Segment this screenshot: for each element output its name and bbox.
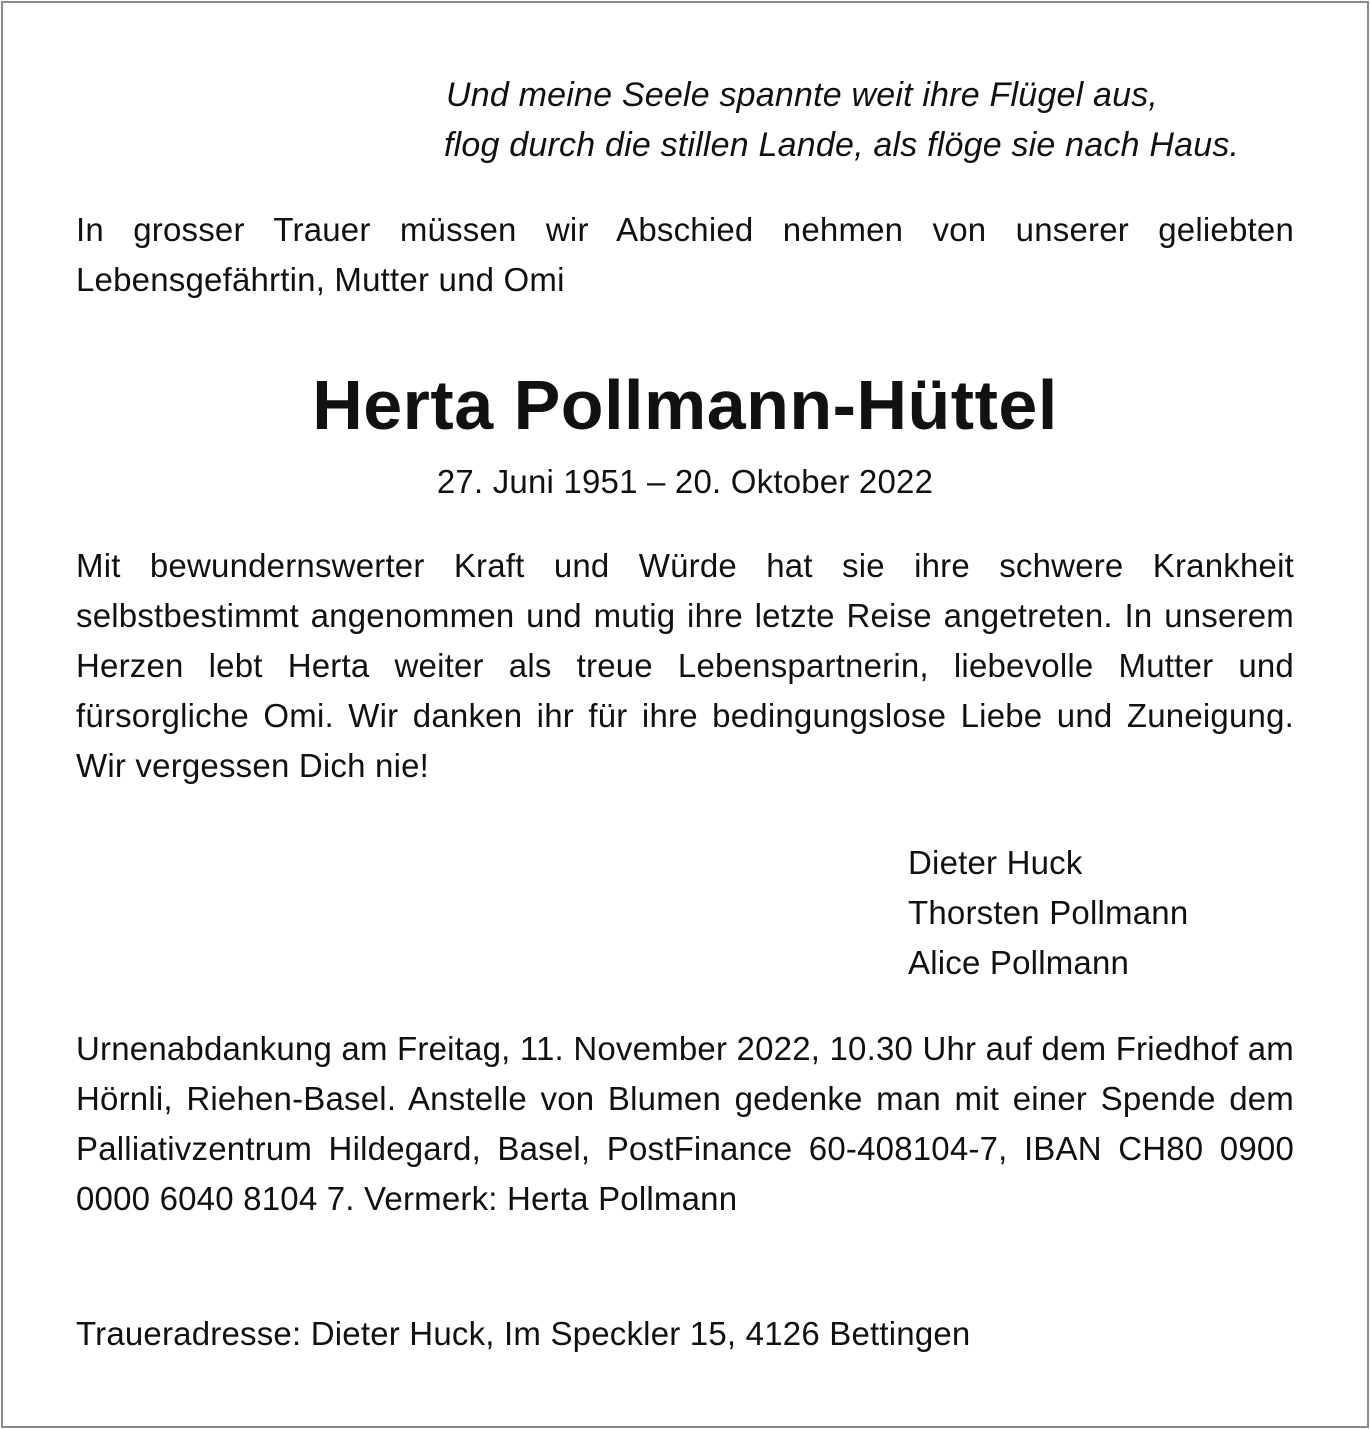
life-dates: 27. Juni 1951 – 20. Oktober 2022 bbox=[436, 463, 934, 500]
poem-line-1: Und meine Seele spannte weit ihre Flügel aus, bbox=[446, 76, 1159, 114]
poem-quote bbox=[446, 70, 1306, 170]
service-details: Urnenabdankung am Freitag, 11. November 2022, 10.30 Uhr auf dem Friedhof am Hörnli, Riehen-Basel. Anstelle von Blumen gedenke man mit einer Spende dem Palliativzentrum Hildegard, Basel, PostFinance 60-408104-7, IBAN CH80 0900 0000 6040 8104 7. Vermerk: Herta Pollmann bbox=[76, 1030, 1294, 1217]
signatory-name: Alice Pollmann bbox=[908, 944, 1130, 981]
deceased-name: Herta Pollmann-Hüttel bbox=[312, 366, 1058, 444]
signatories-list bbox=[908, 838, 1188, 988]
tribute-text: Mit bewundernswerter Kraft und Würde hat sie ihre schwere Krankheit selbstbestimmt angenommen und mutig ihre letzte Reise angetreten. In unserem Herzen lebt Herta weiter als treue Lebenspartnerin, liebevolle Mutter und fürsorgliche Omi. Wir danken ihr für ihre bedingungslose Liebe und Zuneigung. Wir vergessen Dich nie! bbox=[76, 547, 1294, 784]
poem-line-2: flog durch die stillen Lande, als flöge sie nach Haus. bbox=[444, 126, 1240, 164]
signatory-name: Dieter Huck bbox=[908, 844, 1083, 881]
mourning-address: Traueradresse: Dieter Huck, Im Speckler 15, 4126 Bettingen bbox=[76, 1315, 971, 1352]
signatory-name: Thorsten Pollmann bbox=[908, 894, 1189, 931]
intro-text: In grosser Trauer müssen wir Abschied nehmen von unserer geliebten Lebensgefährtin, Mutter und Omi bbox=[76, 211, 1294, 298]
